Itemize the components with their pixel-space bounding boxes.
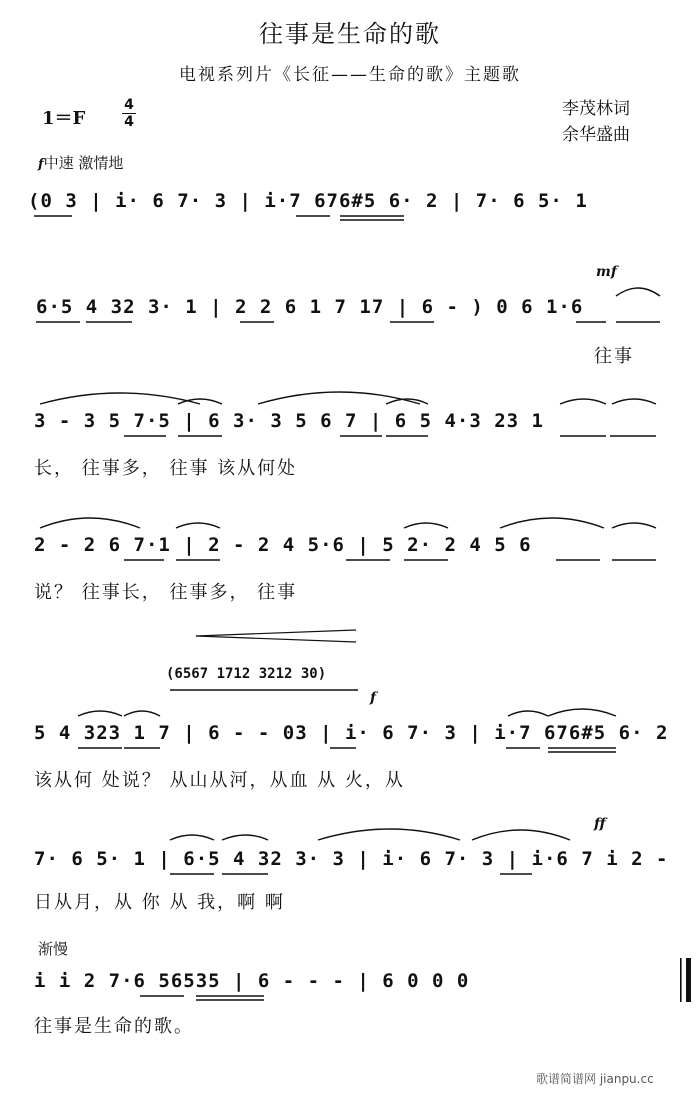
tempo-text: 中速 激情地 (43, 154, 124, 172)
score-row-3-notes: 3 - 3 5 7·5 | 6 3· 3 5 6 7 | 6 5 4·3 23 1 (34, 410, 544, 432)
dynamic-mf: mf (596, 264, 617, 280)
dynamic-f: f (370, 690, 377, 706)
ritardando-marking: 渐慢 (38, 940, 69, 958)
score-row-6-lyrics: 日从月，从 你 从 我，啊 啊 (34, 892, 285, 913)
dynamic-ff: ff (594, 816, 606, 832)
score-row-2-lyrics: 往事 (594, 346, 634, 367)
score-row-7-lyrics: 往事是生命的歌。 (34, 1016, 194, 1037)
score-row-4-lyrics: 说？ 往事长， 往事多， 往事 (34, 582, 298, 603)
watermark: 歌谱简谱网 jianpu.cc (536, 1072, 654, 1086)
score-row-5-lyrics: 该从何 处说？ 从山从河，从血 从 火，从 (34, 770, 405, 791)
slurs (40, 288, 660, 840)
song-subtitle: 电视系列片《长征——生命的歌》主题歌 (179, 65, 521, 85)
time-signature-top: 4 (124, 97, 134, 113)
note-underlines (34, 216, 660, 1000)
crescendo-wedge (196, 630, 356, 642)
final-barline (680, 958, 691, 1002)
key-signature: 1＝F (42, 108, 86, 129)
composer-credit: 余华盛曲 (562, 125, 630, 145)
score-row-3-lyrics: 长， 往事多， 往事 该从何处 (34, 458, 298, 479)
tempo-dynamic: f (38, 157, 44, 172)
score-row-2-notes: 6·5 4 32 3· 1 | 2 2 6 1 7 17 | 6 - ) 0 6 1·6 (36, 296, 584, 318)
score-row-1-notes: (0 3 | i· 6 7· 3 | i·7 676#5 6· 2 | 7· 6 5· 1 (28, 190, 588, 212)
score-row-6-notes: 7· 6 5· 1 | 6·5 4 32 3· 3 | i· 6 7· 3 | i·6 7 i 2 - (34, 848, 669, 870)
interlude-notes: (6567 1712 3212 30) (166, 666, 327, 682)
score-row-7-notes: i i 2 7·6 56535 | 6 - - - | 6 0 0 0 (34, 970, 470, 992)
score-row-4-notes: 2 - 2 6 7·1 | 2 - 2 4 5·6 | 5 2· 2 4 5 6 (34, 534, 532, 556)
time-signature-bottom: 4 (124, 114, 134, 130)
score-row-5-notes: 5 4 323 1 7 | 6 - - 03 | i· 6 7· 3 | i·7 676#5 6· 2 (34, 722, 669, 744)
song-title: 往事是生命的歌 (259, 20, 441, 48)
lyricist-credit: 李茂林词 (562, 99, 630, 119)
